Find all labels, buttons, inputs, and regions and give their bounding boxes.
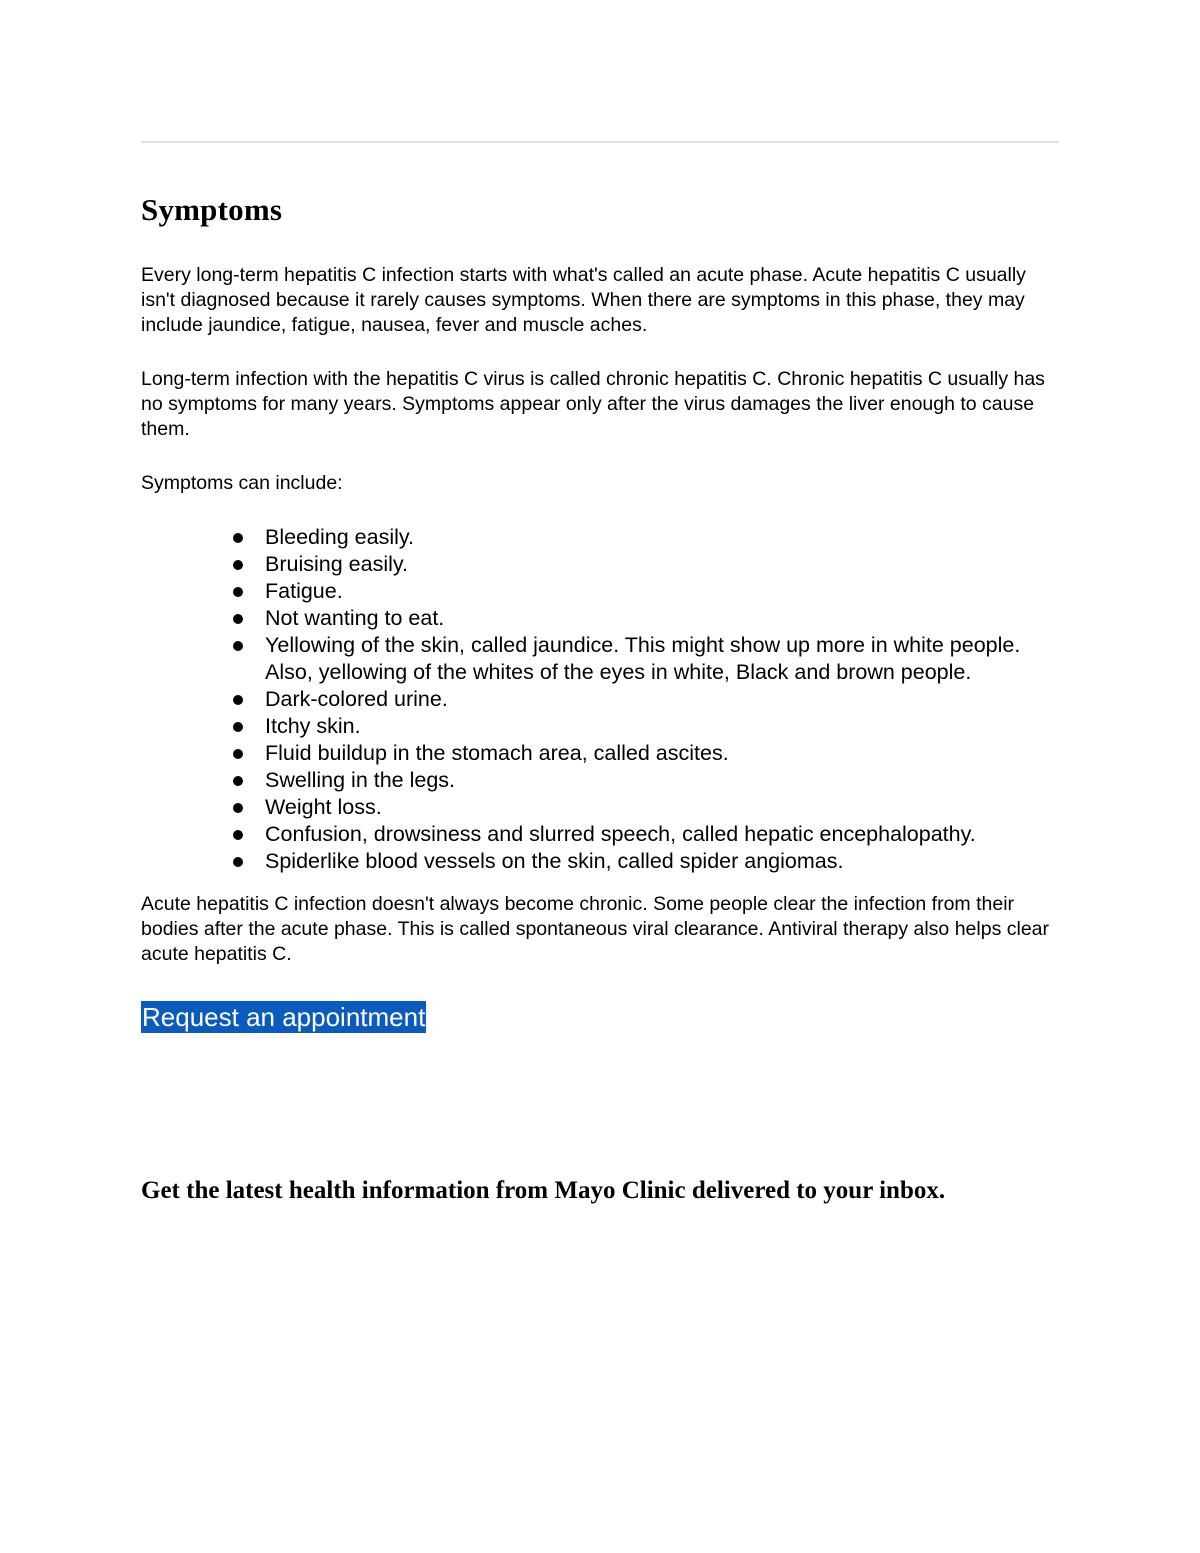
chronic-paragraph: Long-term infection with the hepatitis C virus is called chronic hepatitis C. Chronic hepatitis C usually has no symptoms for many years. Symptoms appear only after the virus damages the liver enough to cause them.	[141, 368, 1045, 440]
list-item	[265, 713, 1059, 740]
bullet-icon	[233, 614, 243, 624]
list-item-text: Confusion, drowsiness and slurred speech, called hepatic encephalopathy.	[265, 822, 976, 846]
symptoms-intro: Symptoms can include:	[141, 472, 343, 494]
list-item	[265, 578, 1059, 605]
list-item	[265, 767, 1059, 794]
list-item-text: Swelling in the legs.	[265, 768, 456, 792]
bullet-icon	[233, 776, 243, 786]
section-heading: Symptoms	[141, 192, 283, 227]
request-appointment-link[interactable]: Request an appointment	[142, 1002, 426, 1032]
list-item-text: Bleeding easily.	[265, 525, 414, 549]
list-item	[265, 605, 1059, 632]
list-item	[265, 848, 1059, 875]
intro-paragraph: Every long-term hepatitis C infection starts with what's called an acute phase. Acute hepatitis C usually isn't diagnosed because it rarely causes symptoms. When there are symptoms in this phase, they may include jaundice, fatigue, nausea, fever and muscle aches.	[141, 264, 1026, 336]
list-item-text: Itchy skin.	[265, 714, 361, 738]
list-item	[265, 551, 1059, 578]
symptoms-section	[141, 188, 1059, 1207]
list-item-text: Yellowing of the skin, called jaundice. This might show up more in white people. Also, yellowing of the whites of the eyes in white, Black and brown people.	[265, 633, 1021, 684]
list-item	[265, 740, 1059, 767]
bullet-icon	[233, 641, 243, 651]
bullet-icon	[233, 749, 243, 759]
bullet-icon	[233, 533, 243, 543]
bullet-icon	[233, 560, 243, 570]
bullet-icon	[233, 722, 243, 732]
list-item-text: Dark-colored urine.	[265, 687, 448, 711]
list-item-text: Fluid buildup in the stomach area, called ascites.	[265, 741, 729, 765]
list-item-text: Bruising easily.	[265, 552, 408, 576]
list-item-text: Fatigue.	[265, 579, 343, 603]
list-item	[265, 524, 1059, 551]
newsletter-heading: Get the latest health information from Mayo Clinic delivered to your inbox.	[141, 1177, 946, 1204]
list-item	[265, 686, 1059, 713]
list-item	[265, 821, 1059, 848]
list-item-text: Not wanting to eat.	[265, 606, 445, 630]
list-item-text: Spiderlike blood vessels on the skin, called spider angiomas.	[265, 849, 844, 873]
bullet-icon	[233, 695, 243, 705]
list-item	[265, 794, 1059, 821]
list-item-text: Weight loss.	[265, 795, 382, 819]
bullet-icon	[233, 857, 243, 867]
list-item	[265, 632, 1059, 686]
symptoms-list	[141, 524, 1059, 875]
closing-paragraph: Acute hepatitis C infection doesn't always become chronic. Some people clear the infection from their bodies after the acute phase. This is called spontaneous viral clearance. Antiviral therapy also helps clear acute hepatitis C.	[141, 893, 1049, 965]
top-divider	[141, 141, 1059, 143]
bullet-icon	[233, 830, 243, 840]
bullet-icon	[233, 587, 243, 597]
bullet-icon	[233, 803, 243, 813]
